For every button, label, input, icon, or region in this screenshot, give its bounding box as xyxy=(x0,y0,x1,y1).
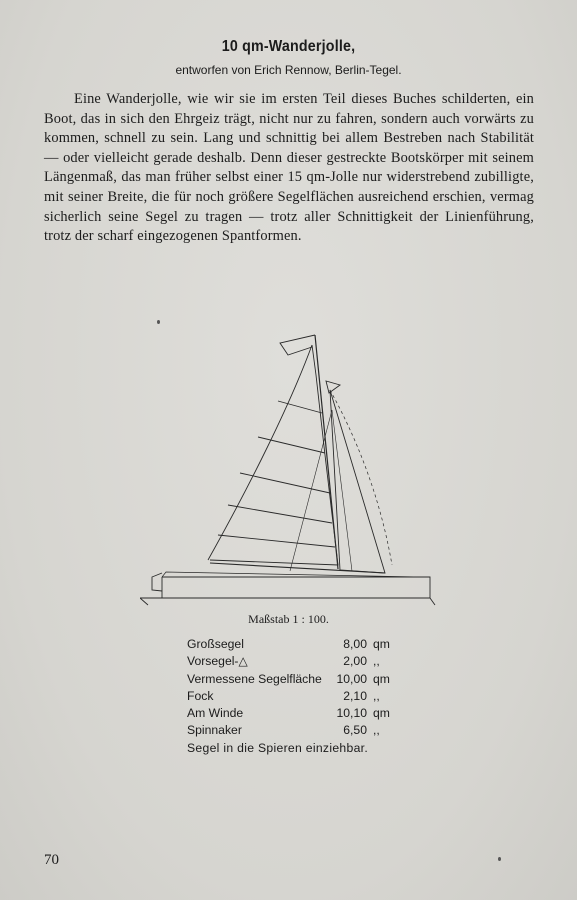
table-row xyxy=(187,653,397,670)
page-subtitle: entworfen von Erich Rennow, Berlin-Tegel. xyxy=(175,63,402,77)
spec-value: 10,00 xyxy=(336,671,367,686)
table-row xyxy=(187,688,397,705)
spec-label: Vorsegel-△ xyxy=(187,654,248,669)
spec-label: Fock xyxy=(187,688,214,703)
table-row xyxy=(187,636,397,653)
batten xyxy=(240,473,330,493)
table-row xyxy=(187,671,397,688)
batten xyxy=(218,535,335,547)
sail-plan-drawing xyxy=(140,315,440,615)
spec-label: Großsegel xyxy=(187,637,244,651)
body-line: vielleicht gerade deshalb. Denn dieser gestreckte Bootskörper xyxy=(93,149,464,166)
spec-label: Spinnaker xyxy=(187,723,242,738)
spec-value: 6,50 xyxy=(343,723,367,738)
body-paragraph xyxy=(44,90,534,247)
table-row xyxy=(187,705,397,722)
body-line: Lang und schnittig bei allem Bestreben nach Stabilität — oder xyxy=(44,130,535,166)
spec-value: 8,00 xyxy=(343,637,367,651)
spec-unit: ,, xyxy=(373,723,380,738)
spec-value: 2,00 xyxy=(343,654,367,669)
spec-value: 10,10 xyxy=(336,706,367,721)
forestay xyxy=(330,390,392,565)
table-row xyxy=(187,722,397,739)
body-line: der scharf eingezogenen Spantformen. xyxy=(74,228,302,245)
shroud xyxy=(290,410,332,571)
hull xyxy=(140,577,430,605)
mainsail xyxy=(208,345,338,565)
scale-caption: Maßstab 1 : 100. xyxy=(248,612,329,626)
spec-unit: qm xyxy=(373,706,390,721)
page-number: 70 xyxy=(44,852,59,868)
mast-flag xyxy=(326,381,340,393)
spec-label: Vermessene Segelfläche xyxy=(187,671,322,686)
body-line: Segelflächen ausreichend erschien, vermag sicherlich seine Segel xyxy=(44,188,535,225)
ink-speck xyxy=(498,857,501,861)
body-line: schilderten, ein Boot, das in sich den Ehrgeiz trägt, nicht nur xyxy=(44,91,534,127)
body-line: zu fahren, sondern auch vorwärts zu kommen, schnell zu sein. xyxy=(44,110,534,147)
body-line: nur widerstrebend zubilligte, mit seiner Breite, die für noch größere xyxy=(44,169,534,205)
body-line: Eine Wanderjolle, wie wir sie im ersten Teil dieses Buches xyxy=(74,91,437,107)
foresail xyxy=(330,390,385,573)
body-line: mit seinem Längenmaß, das man früher selbst einer 15 qm-Jolle xyxy=(44,149,534,186)
spec-label: Am Winde xyxy=(187,706,244,721)
batten xyxy=(228,505,332,523)
batten xyxy=(258,437,325,453)
spec-unit: qm xyxy=(373,637,390,651)
rudder xyxy=(152,573,162,591)
sail-area-table xyxy=(187,636,397,757)
spec-unit: ,, xyxy=(373,688,380,703)
spec-unit: qm xyxy=(373,671,390,686)
page-title: 10 qm-Wanderjolle, xyxy=(221,38,356,55)
spec-unit: ,, xyxy=(373,654,380,669)
spec-note: Segel in die Spieren einziehbar. xyxy=(187,740,369,755)
body-line: zu tragen — trotz aller Schnittigkeit der Linienführung, trotz xyxy=(44,208,534,245)
spec-value: 2,10 xyxy=(343,688,367,703)
